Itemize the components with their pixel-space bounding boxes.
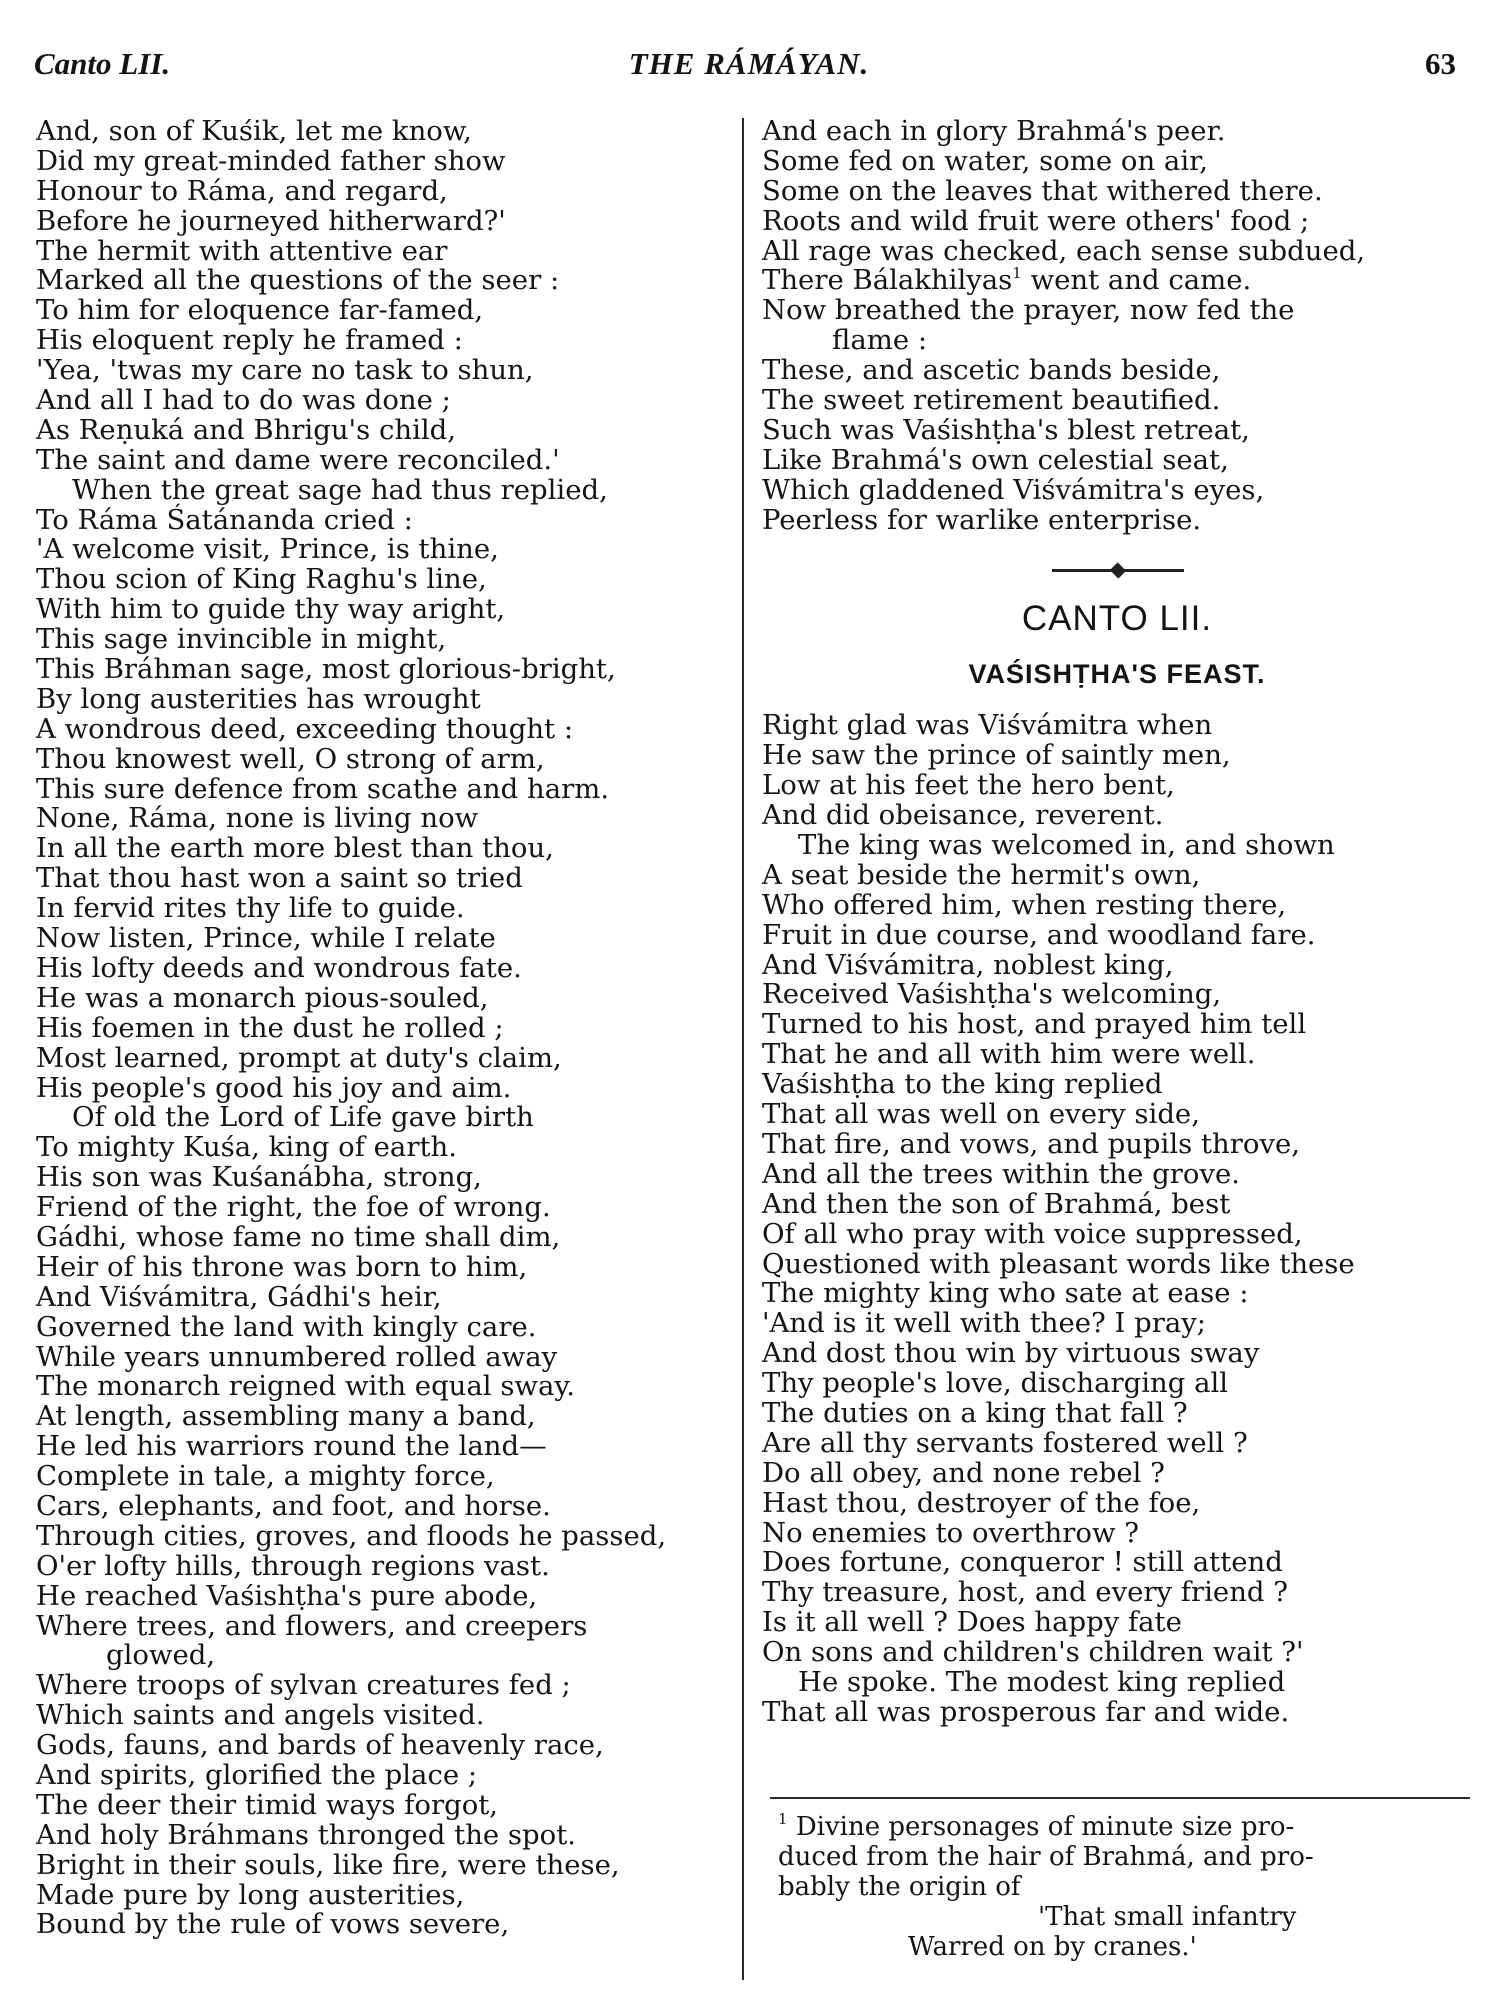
- verse-line: Gádhi, whose fame no time shall dim,: [36, 1220, 561, 1253]
- verse-line: The sweet retirement beautified.: [762, 384, 1221, 417]
- verse-line: And dost thou win by virtuous sway: [762, 1337, 1260, 1370]
- verse-line: Thou scion of King Raghu's line,: [36, 563, 487, 596]
- verse-line: glowed,: [106, 1639, 216, 1672]
- footnote-marker: 1: [1012, 264, 1022, 283]
- verse-line: And, son of Kuśik, let me know,: [36, 115, 472, 147]
- verse-line: These, and ascetic bands beside,: [762, 354, 1221, 387]
- verse-line: While years unnumbered rolled away: [36, 1340, 558, 1373]
- verse-line: Fruit in due course, and woodland fare.: [762, 918, 1316, 951]
- verse-line: Complete in tale, a mighty force,: [36, 1460, 495, 1493]
- verse-line: Governed the land with kingly care.: [36, 1310, 537, 1343]
- right-column: [762, 117, 1472, 1728]
- verse-line: His son was Kuśanábha, strong,: [36, 1161, 482, 1194]
- verse-line: This sure defence from scathe and harm.: [36, 772, 610, 805]
- verse-line: 'And is it well with thee? I pray;: [762, 1307, 1207, 1340]
- verse-line: The saint and dame were reconciled.': [36, 443, 560, 476]
- verse-line: Made pure by long austerities,: [36, 1878, 465, 1911]
- verse-line: None, Ráma, none is living now: [36, 802, 479, 835]
- verse-line: Is it all well ? Does happy fate: [762, 1606, 1182, 1639]
- verse-line: His people's good his joy and aim.: [36, 1071, 512, 1104]
- verse-line: Cars, elephants, and foot, and horse.: [36, 1489, 551, 1522]
- verse-line: Heir of his throne was born to him,: [36, 1250, 528, 1283]
- verse-line: Who offered him, when resting there,: [762, 888, 1287, 921]
- verse-line: Low at his feet the hero bent,: [762, 769, 1175, 802]
- verse-line: The mighty king who sate at ease :: [762, 1277, 1249, 1310]
- verse-line: He spoke. The modest king replied: [798, 1665, 1286, 1698]
- verse-line: Do all obey, and none rebel ?: [762, 1456, 1165, 1489]
- verse-line: Vaśishṭha to the king replied: [762, 1068, 1163, 1101]
- footnote-number: 1: [778, 1810, 788, 1828]
- verse-line: With him to guide thy way aright,: [36, 593, 506, 626]
- verse-line: By long austerities has wrought: [36, 682, 481, 715]
- verse-line: Where trees, and flowers, and creepers: [36, 1609, 588, 1642]
- verse-line: Right glad was Viśvámitra when: [762, 709, 1213, 742]
- verse-line: Received Vaśishṭha's welcoming,: [762, 978, 1222, 1011]
- section-ornament: [762, 549, 1472, 589]
- verse-line: That all was well on every side,: [762, 1098, 1200, 1131]
- verse-line: And Viśvámitra, Gádhi's heir,: [36, 1280, 442, 1313]
- verse-line: Bright in their souls, like fire, were these,: [36, 1848, 620, 1881]
- verse-line: Questioned with pleasant words like these: [762, 1247, 1355, 1280]
- verse-line: Thou knowest well, O strong of arm,: [36, 742, 545, 775]
- verse-line: The king was welcomed in, and shown: [798, 829, 1335, 862]
- verse-line: And Viśvámitra, noblest king,: [762, 948, 1174, 981]
- footnote-quote-line: 'That small infantry: [1038, 1902, 1297, 1932]
- verse-line: And spirits, glorified the place ;: [36, 1758, 478, 1791]
- verse-line: Before he journeyed hitherward?': [36, 204, 506, 237]
- footnote-line: bably the origin of: [778, 1872, 1021, 1902]
- verse-line: Friend of the right, the foe of wrong.: [36, 1191, 551, 1224]
- footnote-line: duced from the hair of Brahmá, and pro-: [778, 1842, 1314, 1872]
- canto-running-head: Canto LII.: [34, 46, 171, 81]
- verse-line: His eloquent reply he framed :: [36, 324, 463, 357]
- page-number: 63: [1425, 46, 1456, 81]
- verse-line: To mighty Kuśa, king of earth.: [36, 1131, 457, 1164]
- verse-line: At length, assembling many a band,: [36, 1400, 536, 1433]
- verse-line: His lofty deeds and wondrous fate.: [36, 951, 522, 984]
- verse-line: He led his warriors round the land—: [36, 1430, 547, 1463]
- left-column: [36, 117, 736, 1940]
- verse-line: In all the earth more blest than thou,: [36, 832, 554, 865]
- verse-line: Some on the leaves that withered there.: [762, 174, 1323, 207]
- verse-line: Are all thy servants fostered well ?: [762, 1426, 1248, 1459]
- verse-line: He saw the prince of saintly men,: [762, 739, 1231, 772]
- verse-line: The deer their timid ways forgot,: [36, 1788, 499, 1821]
- verse-line: In fervid rites thy life to guide.: [36, 892, 465, 925]
- verse-line: The hermit with attentive ear: [36, 234, 448, 267]
- verse-line: To Ráma Śatánanda cried :: [36, 503, 413, 536]
- verse-line: To him for eloquence far-famed,: [36, 294, 484, 327]
- verse-line: And each in glory Brahmá's peer.: [762, 115, 1226, 147]
- verse-line: All rage was checked, each sense subdued,: [762, 234, 1366, 267]
- verse-line: The duties on a king that fall ?: [762, 1396, 1188, 1429]
- verse-line: Honour to Ráma, and regard,: [36, 174, 448, 207]
- verse-line: Which saints and angels visited.: [36, 1699, 485, 1732]
- verse-line: Does fortune, conqueror ! still attend: [762, 1546, 1283, 1579]
- verse-line: Did my great-minded father show: [36, 144, 506, 177]
- verse-line: No enemies to overthrow ?: [762, 1516, 1139, 1549]
- verse-line: Thy people's love, discharging all: [762, 1367, 1229, 1400]
- verse-line: Marked all the questions of the seer :: [36, 264, 560, 297]
- verse-line: Of all who pray with voice suppressed,: [762, 1217, 1303, 1250]
- verse-line: flame :: [832, 324, 928, 357]
- footnote-text: Divine personages of minute size pro-: [795, 1812, 1295, 1842]
- verse-line: On sons and children's children wait ?': [762, 1636, 1304, 1669]
- footnote-quote-line: Warred on by cranes.': [908, 1932, 1197, 1962]
- footnote-rule: [770, 1797, 1470, 1799]
- verse-line: This Bráhman sage, most glorious-bright,: [36, 653, 616, 686]
- verse-line: 'A welcome visit, Prince, is thine,: [36, 533, 499, 566]
- verse-line: Gods, fauns, and bards of heavenly race,: [36, 1729, 604, 1762]
- verse-line: That thou hast won a saint so tried: [36, 862, 523, 895]
- verse-line: Where troops of sylvan creatures fed ;: [36, 1669, 571, 1702]
- verse-line: That fire, and vows, and pupils throve,: [762, 1127, 1300, 1160]
- verse-line: O'er lofty hills, through regions vast.: [36, 1549, 550, 1582]
- book-title: THE RÁMÁYAN.: [628, 46, 870, 81]
- page-header: [34, 46, 1464, 96]
- verse-line: Through cities, groves, and floods he passed,: [36, 1519, 667, 1552]
- verse-line: This sage invincible in might,: [36, 623, 447, 656]
- verse-line: Hast thou, destroyer of the foe,: [762, 1486, 1201, 1519]
- verse-line: Such was Vaśishṭha's blest retreat,: [762, 413, 1250, 446]
- verse-line: The monarch reigned with equal sway.: [36, 1370, 575, 1403]
- verse-line: Now breathed the prayer, now fed the: [762, 294, 1295, 327]
- footnote: [778, 1812, 1468, 1962]
- verse-text: There Bálakhilyas: [762, 264, 1013, 297]
- verse-line: He was a monarch pious-souled,: [36, 981, 489, 1014]
- verse-line: Peerless for warlike enterprise.: [762, 503, 1202, 536]
- verse-line: When the great sage had thus replied,: [72, 473, 608, 506]
- verse-line: Of old the Lord of Life gave birth: [72, 1101, 534, 1134]
- verse-line: Turned to his host, and prayed him tell: [762, 1008, 1307, 1041]
- verse-line: A wondrous deed, exceeding thought :: [36, 712, 574, 745]
- verse-line: And holy Bráhmans thronged the spot.: [36, 1818, 576, 1851]
- verse-line: Which gladdened Viśvámitra's eyes,: [762, 473, 1265, 506]
- verse-line: And then the son of Brahmá, best: [762, 1187, 1231, 1220]
- verse-line: Bound by the rule of vows severe,: [36, 1908, 510, 1941]
- verse-line: That all was prosperous far and wide.: [762, 1695, 1290, 1728]
- verse-line: Most learned, prompt at duty's claim,: [36, 1041, 562, 1074]
- canto-title: CANTO LII.: [1021, 599, 1213, 639]
- verse-line: Like Brahmá's own celestial seat,: [762, 443, 1229, 476]
- verse-line: [762, 266, 1472, 296]
- verse-line: His foemen in the dust he rolled ;: [36, 1011, 504, 1044]
- spacer: [762, 535, 1472, 549]
- verse-line: And all the trees within the grove.: [762, 1157, 1241, 1190]
- verse-line: He reached Vaśishṭha's pure abode,: [36, 1579, 538, 1612]
- verse-line: 'Yea, 'twas my care no task to shun,: [36, 354, 534, 387]
- verse-line: That he and all with him were well.: [762, 1038, 1256, 1071]
- verse-line: Some fed on water, some on air,: [762, 144, 1208, 177]
- verse-line: And did obeisance, reverent.: [762, 799, 1164, 832]
- verse-line: And all I had to do was done ;: [36, 384, 451, 417]
- verse-line: Thy treasure, host, and every friend ?: [762, 1576, 1288, 1609]
- verse-text: went and came.: [1030, 264, 1252, 297]
- column-divider: [742, 118, 744, 1980]
- verse-line: Now listen, Prince, while I relate: [36, 922, 496, 955]
- verse-line: Roots and wild fruit were others' food ;: [762, 204, 1310, 237]
- verse-line: As Reṇuká and Bhrigu's child,: [36, 413, 457, 446]
- canto-subtitle: VAŚISHṬHA'S FEAST.: [968, 659, 1266, 690]
- verse-line: A seat beside the hermit's own,: [762, 858, 1201, 891]
- footnote-line: [778, 1812, 1468, 1842]
